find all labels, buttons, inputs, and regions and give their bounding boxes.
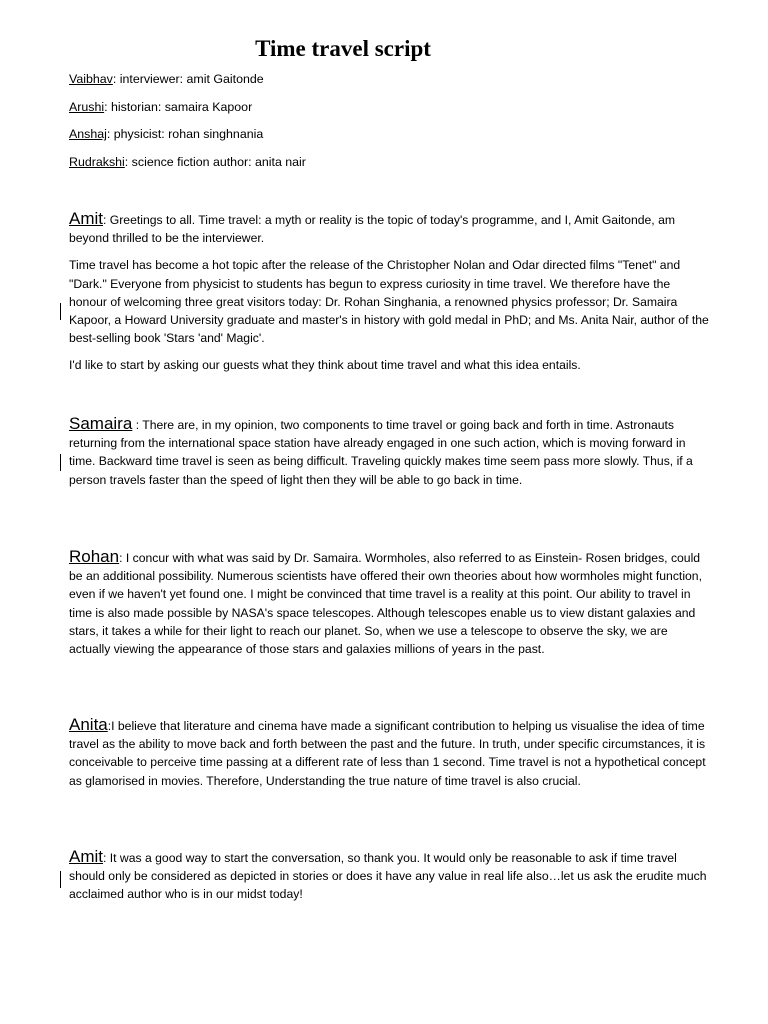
text-cursor-mark xyxy=(60,871,61,888)
dialogue-section-samaira xyxy=(69,415,709,498)
text-cursor-mark xyxy=(60,303,61,320)
speaker-name: Samaira xyxy=(69,414,133,433)
speaker-name: Anita xyxy=(69,715,108,734)
document-title: Time travel script xyxy=(255,36,431,61)
cast-name: Vaibhav xyxy=(69,72,113,86)
cast-entry xyxy=(69,127,709,155)
cast-name: Anshaj xyxy=(69,127,107,141)
speaker-name: Amit xyxy=(69,209,103,228)
dialogue-paragraph: I'd like to start by asking our guests what they think about time travel and what this idea entails. xyxy=(69,358,581,373)
dialogue-paragraph xyxy=(69,716,709,790)
speaker-name: Amit xyxy=(69,847,103,866)
cast-entry xyxy=(69,155,709,183)
dialogue-text: : Greetings to all. Time travel: a myth or reality is the topic of today's programme, and I, Amit Gaitonde, am beyond thrilled to be the interviewer. xyxy=(69,213,675,246)
cast-entry xyxy=(69,100,709,128)
dialogue-text: : There are, in my opinion, two components to time travel or going back and forth in time. Astronauts returning from the international space station have already engaged in one such action, which is moving forward in time. Backward time travel is seen as being difficult. Traveling quickly makes time seem pass more slowly. Thus, if a person travels faster than the speed of light then they will be able to go back in time. xyxy=(69,418,693,487)
cast-name: Arushi xyxy=(69,99,105,114)
dialogue-text: : I concur with what was said by Dr. Samaira. Wormholes, also referred to as Einstein- Rosen bridges, could be an additional possibility. Numerous scientists have offered their own theories about how wormholes might function, even if we haven't yet found one. I might be convinced that time travel is a reality at this point. Our ability to travel in time is also made possible by NASA's space telescopes. Although telescopes enable us to view distant galaxies and stars, it takes a while for their light to reach our planet. So, when we use a telescope to observe the sky, we are actually viewing the appearance of those stars and galaxies millions of years in the past. xyxy=(69,551,702,657)
cast-role: : physicist: rohan singhnania xyxy=(106,127,264,141)
dialogue-paragraph xyxy=(69,848,709,904)
cast-role: : historian: samaira Kapoor xyxy=(104,99,253,114)
cast-name: Rudrakshi xyxy=(69,154,125,169)
speaker-name: Rohan xyxy=(69,547,120,566)
dialogue-paragraph xyxy=(69,548,709,658)
cast-role: : interviewer: amit Gaitonde xyxy=(112,72,264,86)
dialogue-text: : It was a good way to start the conversation, so thank you. It would only be reasonable to ask if time travel should only be considered as depicted in stories or does it have any value in real life also…let us ask the erudite much acclaimed author who is in our midst today! xyxy=(69,851,707,902)
dialogue-text: :I believe that literature and cinema have made a significant contribution to helping us visualise the idea of time travel as the ability to move back and forth between the past and the future. In truth, under specific circumstances, it is conceivable to perceive time passing at a different rate of less than 1 second. Time travel is not a hypothetical concept as glamorised in movies. Therefore, Understanding the true nature of time travel is also crucial. xyxy=(69,719,706,788)
cast-list xyxy=(69,72,709,182)
cast-entry xyxy=(69,72,709,100)
dialogue-section-anita xyxy=(69,716,709,799)
dialogue-paragraph: Time travel has become a hot topic after the release of the Christopher Nolan and Odar directed films "Tenet" and "Dark." Everyone from physicist to students has begun to express curiosity in time travel. We therefore have the honour of welcoming three great visitors today: Dr. Rohan Singhania, a renowned physics professor; Dr. Samaira Kapoor, a Howard University graduate and master's in history with gold medal in PhD; and Ms. Anita Nair, author of the best-selling book 'Stars 'and' Magic'. xyxy=(69,258,709,346)
text-cursor-mark xyxy=(60,454,61,471)
dialogue-section-rohan xyxy=(69,548,709,667)
cast-role: : science fiction author: anita nair xyxy=(124,154,306,169)
dialogue-section-amit-closing xyxy=(69,848,709,913)
dialogue-section-amit-intro xyxy=(69,210,709,384)
dialogue-paragraph xyxy=(69,210,709,247)
dialogue-paragraph xyxy=(69,415,709,489)
